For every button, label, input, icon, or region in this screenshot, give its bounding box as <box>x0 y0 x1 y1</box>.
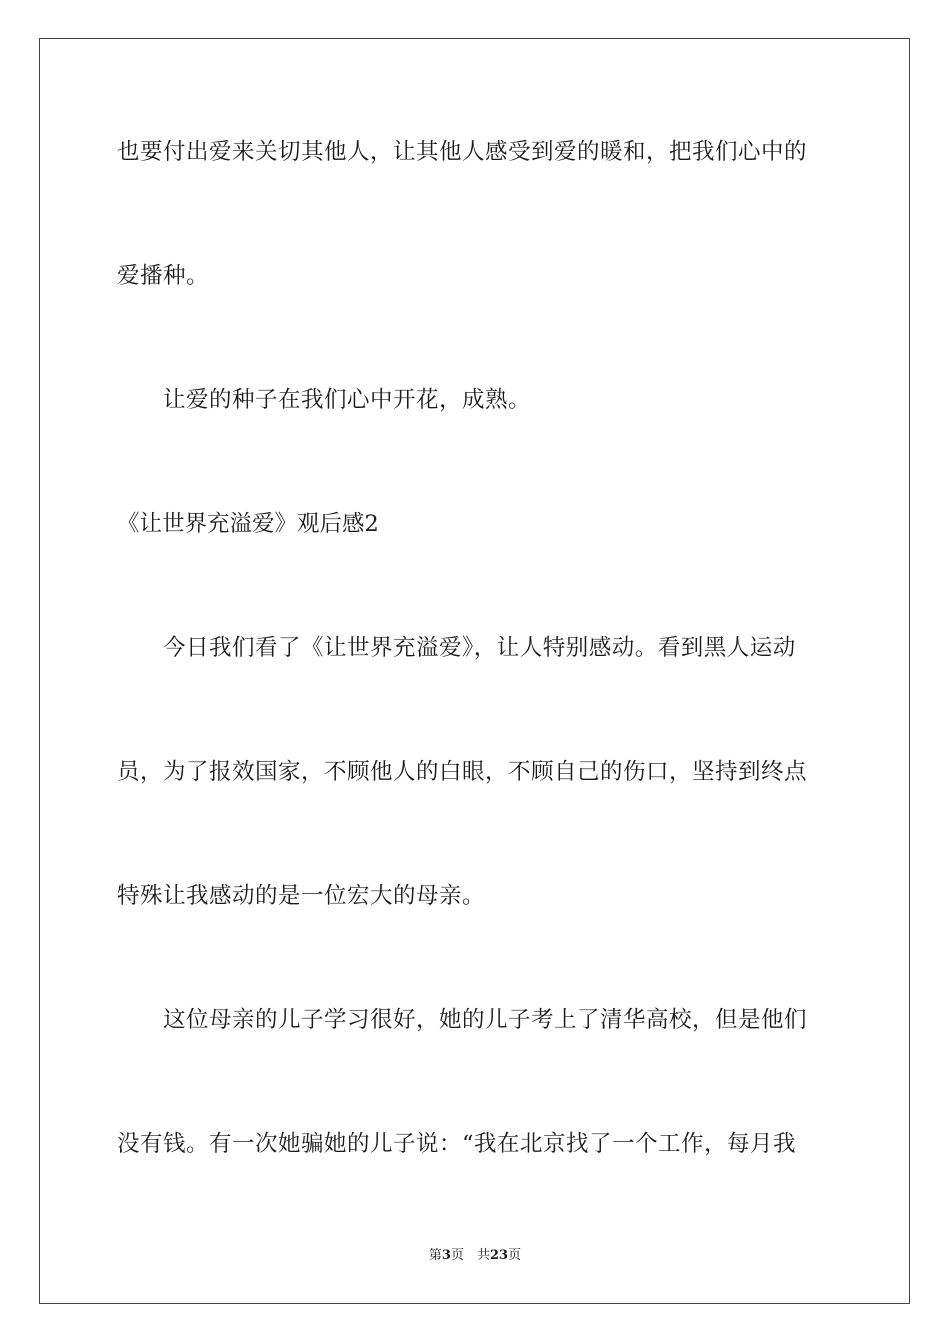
page-border <box>39 38 910 1304</box>
paragraph-line: 这位母亲的儿子学习很好，她的儿子考上了清华高校，但是他们 <box>163 1007 808 1033</box>
paragraph-line: 让爱的种子在我们心中开花，成熟。 <box>163 387 532 413</box>
page-prefix: 第 <box>428 1248 442 1263</box>
section-heading: 《让世界充溢爱》观后感2 <box>117 511 379 537</box>
page-current: 3 <box>441 1248 451 1263</box>
paragraph-line: 员，为了报效国家，不顾他人的白眼，不顾自己的伤口，坚持到终点 <box>117 759 808 785</box>
page-footer <box>0 1248 950 1264</box>
page-mid: 页 共 <box>450 1248 490 1263</box>
paragraph-line: 特殊让我感动的是一位宏大的母亲。 <box>117 883 486 909</box>
paragraph-line: 没有钱。有一次她骗她的儿子说：“我在北京找了一个工作，每月我 <box>117 1131 797 1157</box>
page-suffix: 页 <box>508 1248 522 1263</box>
paragraph-line: 也要付出爱来关切其他人，让其他人感受到爱的暖和，把我们心中的 <box>117 139 808 165</box>
page-total: 23 <box>489 1248 509 1263</box>
paragraph-line: 今日我们看了《让世界充溢爱》，让人特别感动。看到黑人运动 <box>163 635 796 661</box>
paragraph-line: 爱播种。 <box>117 263 210 289</box>
